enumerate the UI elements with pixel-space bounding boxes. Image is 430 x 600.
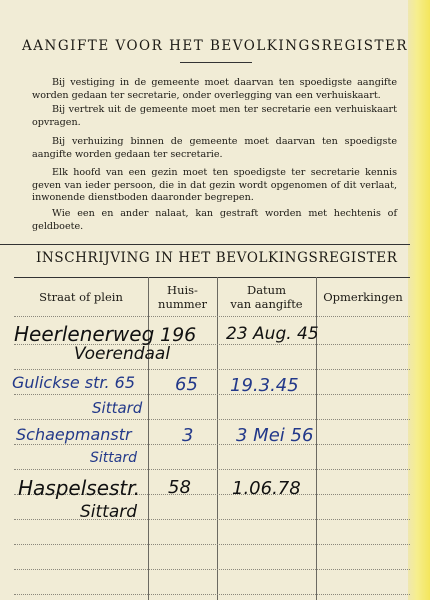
entry-street: Heerlenerweg [14, 322, 155, 346]
entry-city: Voerendaal [74, 344, 171, 364]
entry-city: Sittard [80, 502, 138, 522]
section-title-aangifte: AANGIFTE VOOR HET BEVOLKINGSREGISTER [22, 38, 408, 54]
header-straat: Straat of plein [39, 290, 123, 304]
entry-number: 196 [160, 324, 197, 346]
entry-city: Sittard [90, 450, 137, 466]
table-ruling [14, 594, 410, 595]
entry-date: 1.06.78 [232, 478, 301, 499]
title-underline [180, 62, 252, 63]
entry-date: 23 Aug. 45 [226, 324, 319, 344]
table-ruling [14, 369, 410, 370]
entry-street: Haspelsestr. [18, 476, 141, 500]
header-datum: Datum van aangifte [230, 283, 303, 311]
entry-number: 58 [168, 477, 191, 498]
column-divider [217, 277, 218, 600]
paragraph-verhuizing: Bij verhuizing binnen de gemeente moet daarvan ten spoedigste aangifte worden gedaan ter secretarie. [32, 136, 397, 160]
section-divider [0, 244, 410, 245]
section-title-inschrijving: INSCHRIJVING IN HET BEVOLKINGSREGISTER [36, 250, 398, 266]
entry-date: 19.3.45 [230, 375, 299, 396]
header-opmerkingen: Opmerkingen [323, 290, 403, 304]
paragraph-straf: Wie een en ander nalaat, kan gestraft worden met hechtenis of geldboete. [32, 208, 397, 232]
table-ruling [14, 544, 410, 545]
header-huisnummer: Huis- nummer [158, 283, 207, 311]
entry-street: Schaepmanstr [16, 425, 132, 444]
table-ruling [14, 444, 410, 445]
table-ruling [14, 469, 410, 470]
entry-number: 3 [182, 425, 194, 446]
table-ruling [14, 519, 410, 520]
table-top-rule [14, 277, 410, 278]
table-ruling [14, 419, 410, 420]
yellow-page-edge [408, 0, 430, 600]
entry-number: 65 [175, 374, 198, 395]
entry-city: Sittard [92, 399, 143, 417]
paragraph-vertrek: Bij vertrek uit de gemeente moet men ter secretarie een verhuiskaart opvragen. [32, 104, 397, 128]
paragraph-hoofd-gezin: Elk hoofd van een gezin moet ten spoedigste ter secretarie kennis geven van ieder persoon, die in dat gezin wordt opgenomen of dit verlaat, inwonende dienstboden daaronder begrepen. [32, 167, 397, 204]
table-ruling [14, 394, 410, 395]
paragraph-vestiging: Bij vestiging in de gemeente moet daarvan ten spoedigste aangifte worden gedaan ter secretarie, onder overlegging van een verhuiskaart. [32, 77, 397, 101]
table-ruling [14, 569, 410, 570]
header-bottom-rule [14, 316, 410, 317]
entry-street: Gulickse str. 65 [12, 373, 136, 392]
entry-date: 3 Mei 56 [236, 425, 314, 446]
